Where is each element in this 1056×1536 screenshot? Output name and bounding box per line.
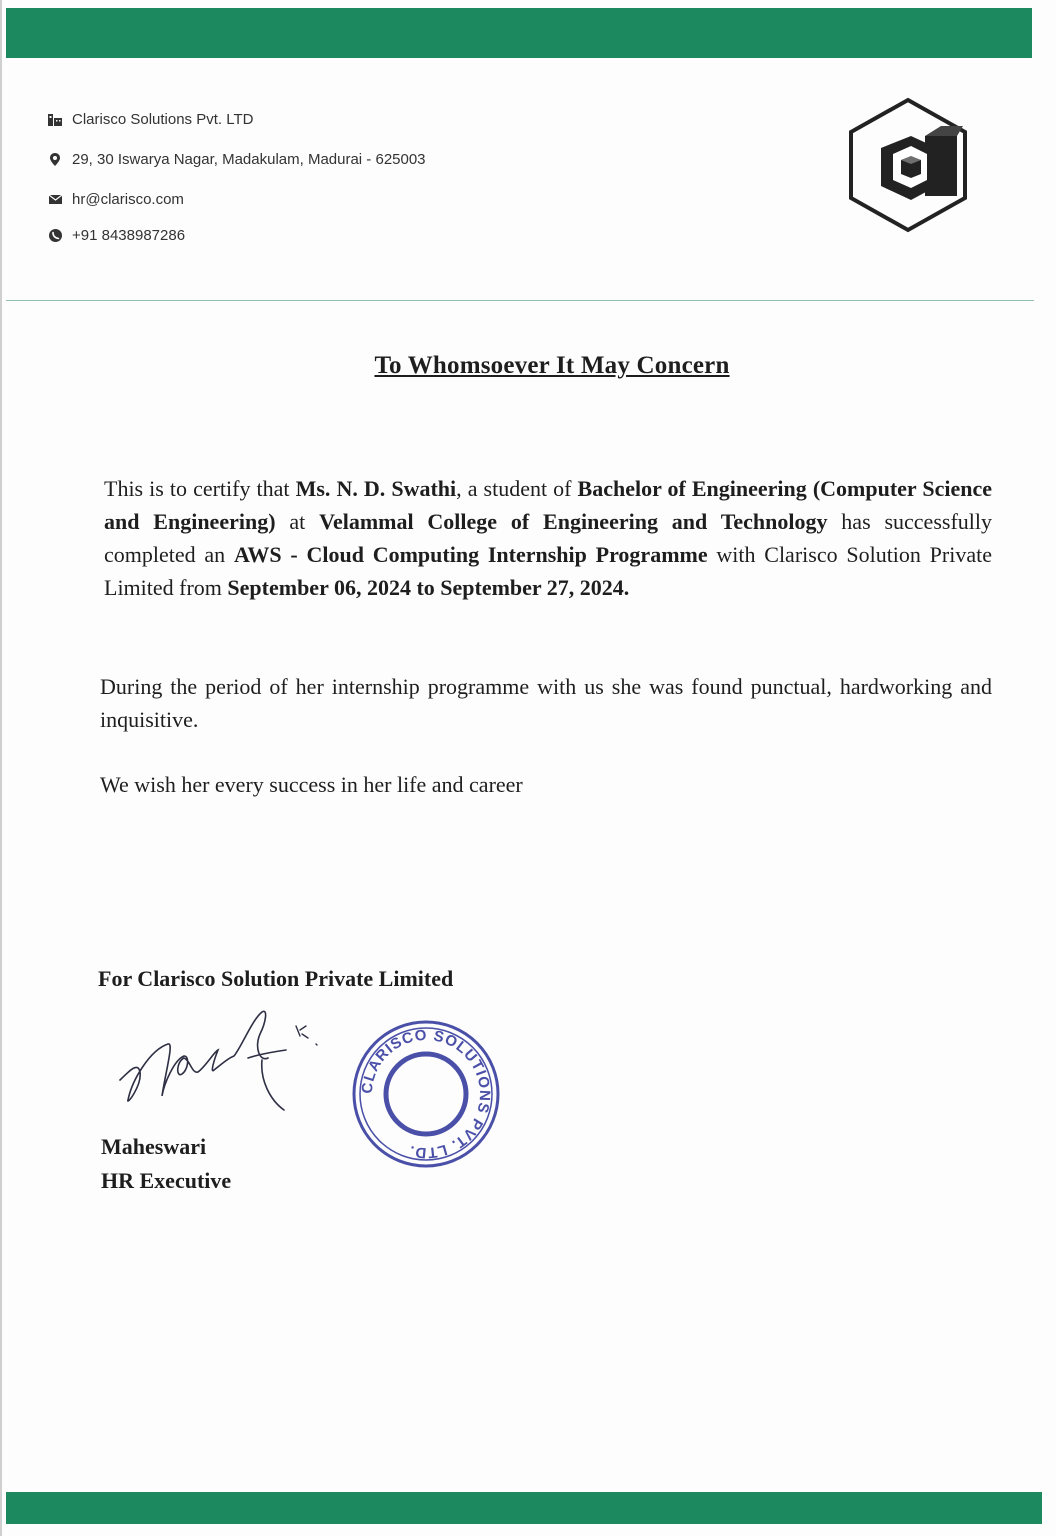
- company-name: Clarisco Solutions Pvt. LTD: [72, 111, 254, 128]
- address-text: 29, 30 Iswarya Nagar, Madakulam, Madurai - 625003: [72, 151, 426, 168]
- p1-text-5: with Clarisco Solution Private Limited from: [104, 542, 992, 600]
- handwritten-signature: [110, 1000, 340, 1140]
- letter-heading: To Whomsoever It May Concern: [374, 352, 730, 379]
- p1-text-4: has successfully completed an: [104, 509, 992, 567]
- conduct-paragraph: During the period of her internship programme with us she was found punctual, hardworking and inquisitive.: [100, 674, 992, 732]
- email-text: hr@clarisco.com: [72, 191, 184, 208]
- signatory-name: Maheswari: [101, 1134, 207, 1159]
- company-logo: [845, 96, 971, 234]
- p1-text-3: at: [275, 509, 320, 534]
- phone-text: +91 8438987286: [72, 227, 186, 244]
- location-pin-icon: [48, 153, 62, 167]
- phone-line: [48, 227, 185, 244]
- header-band: [6, 8, 1032, 58]
- certification-paragraph: [104, 472, 992, 604]
- phone-icon: [48, 229, 62, 243]
- seal-text: CLARISCO SOLUTIONS PVT. LTD.: [358, 1026, 494, 1162]
- student-name: Ms. N. D. Swathi: [295, 476, 457, 501]
- page-edge: [0, 0, 2, 1536]
- email-line: [48, 191, 184, 208]
- footer-band: [6, 1492, 1042, 1524]
- wishes-paragraph: We wish her every success in her life and career: [100, 772, 523, 797]
- company-seal: [348, 1020, 504, 1168]
- header-divider: [6, 300, 1034, 301]
- for-company-line: For Clarisco Solution Private Limited: [98, 966, 454, 991]
- degree-name: Bachelor of Engineering (Computer Science and Engineering): [104, 476, 992, 534]
- program-name: AWS - Cloud Computing Internship Programme: [233, 542, 708, 567]
- company-line: [48, 111, 253, 128]
- signatory-role: HR Executive: [101, 1168, 232, 1193]
- p1-text-1: This is to certify that: [104, 476, 296, 501]
- internship-dates: September 06, 2024 to September 27, 2024.: [227, 575, 630, 600]
- envelope-icon: [48, 193, 62, 207]
- address-line: [48, 151, 426, 168]
- college-name: Velammal College of Engineering and Technology: [319, 509, 828, 534]
- p1-text-2: , a student of: [456, 476, 578, 501]
- building-icon: [48, 113, 62, 127]
